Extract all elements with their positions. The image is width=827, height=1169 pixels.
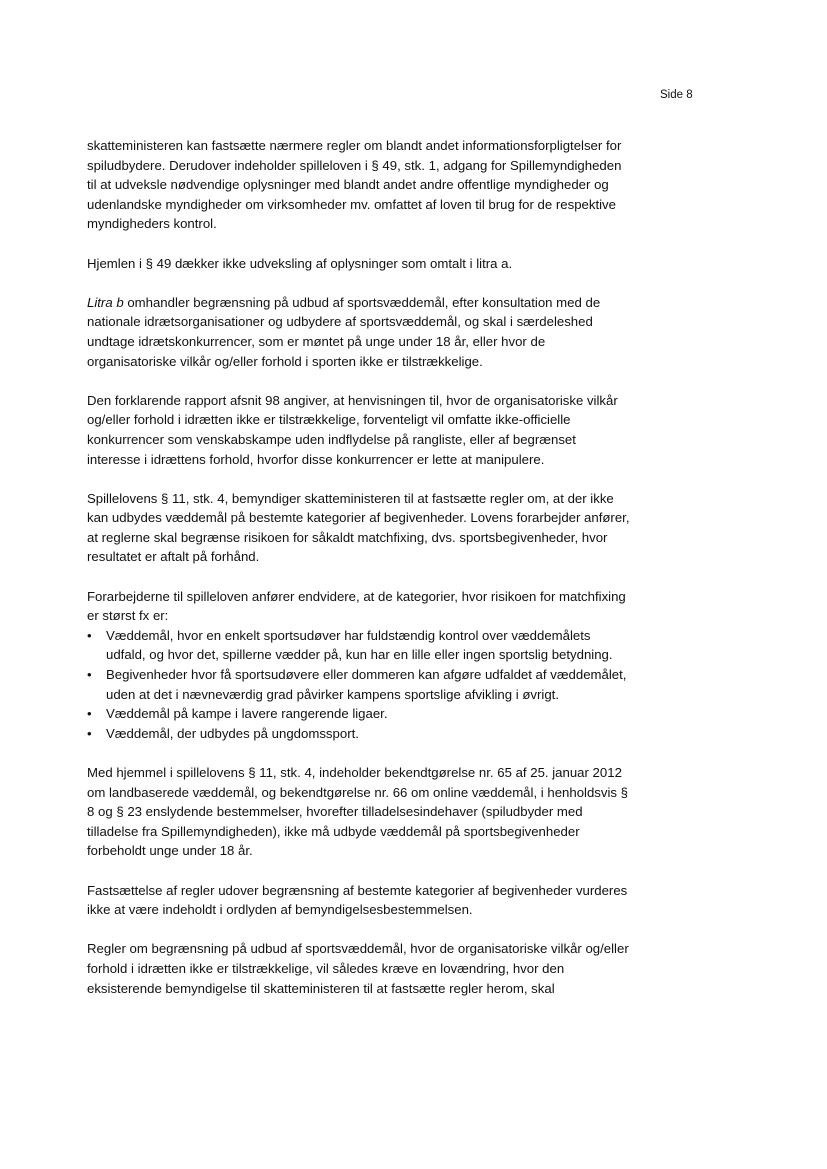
- paragraph-forarbejderne: Forarbejderne til spilleloven anfører endvidere, at de kategorier, hvor risikoen for matchfixing er størst fx er:: [87, 588, 626, 624]
- paragraph-hjemlen-49: Hjemlen i § 49 dækker ikke udveksling af oplysninger som omtalt i litra a.: [87, 255, 513, 271]
- list-item: • Væddemål, hvor en enkelt sportsudøver har fuldstændig kontrol over væddemålets udfald, og hvor det, spillerne vædder på, kun har en lille eller ingen sportslig betydning.: [87, 626, 632, 665]
- list-item: • Væddemål på kampe i lavere rangerende ligaer.: [87, 704, 632, 724]
- list-item: • Begivenheder hvor få sportsudøvere eller dommeren kan afgøre udfaldet af væddemålet, uden at det i nævneværdig grad påvirker kampens sportslige afvikling i øvrigt.: [87, 665, 632, 704]
- list-item: • Væddemål, der udbydes på ungdomssport.: [87, 724, 632, 744]
- paragraph-litra-b: [87, 293, 632, 371]
- paragraph-spilleloven-11: Spillelovens § 11, stk. 4, bemyndiger skatteministeren til at fastsætte regler om, at der ikke kan udbydes væddemål på bestemte kategorier af begivenheder. Lovens forarbejder anfører, at reglerne skal begrænse risikoen for såkaldt matchfixing, dvs. sportsbegivenheder, hvor resultatet er aftalt på forhånd.: [87, 490, 630, 565]
- paragraph-information-obligations: skatteministeren kan fastsætte nærmere regler om blandt andet informationsforpligtelser for spiludbydere. Derudover indeholder spilleloven i § 49, stk. 1, adgang for Spillemyndigheden til at udveksle nødvendige oplysninger med blandt andet andre offentlige myndigheder og udenlandske myndigheder om virksomheder mv. omfattet af loven til brug for de respektive myndigheders kontrol.: [87, 138, 622, 232]
- litra-b-text: omhandler begrænsning på udbud af sportsvæddemål, efter konsultation med de nationale idrætsorganisationer og udbydere af sportsvæddemål, og skal i særdeleshed undtage idrætskonkurrencer, som er møntet på unge under 18 år, eller hvor de organisatoriske vilkår og/eller forhold i sporten ikke er tilstrækkelige.: [87, 294, 601, 369]
- page-number: Side 8: [660, 89, 693, 101]
- matchfixing-category-list: [87, 626, 632, 744]
- paragraph-explanatory-report: Den forklarende rapport afsnit 98 angiver, at henvisningen til, hvor de organisatoriske vilkår og/eller forhold i idrætten ikke er tilstrækkelige, forventeligt vil omfatte ikke-officielle konkurrencer som venskabskampe uden indflydelse på rangliste, eller af begrænset interesse i idrættens forhold, hvorfor disse konkurrencer er lette at manipulere.: [87, 392, 618, 467]
- paragraph-bekendtgoerelse: Med hjemmel i spillelovens § 11, stk. 4, indeholder bekendtgørelse nr. 65 af 25. januar 2012 om landbaserede væddemål, og bekendtgørelse nr. 66 om online væddemål, i henholdsvis § 8 og § 23 enslydende bestemmelser, hvorefter tilladelsesindehaver (spiludbyder med tilladelse fra Spillemyndigheden), ikke må udbyde væddemål på sportsbegivenheder forbeholdt unge under 18 år.: [87, 765, 629, 859]
- paragraph-fastsaettelse: Fastsættelse af regler udover begrænsning af bestemte kategorier af begivenheder vurderes ikke at være indeholdt i ordlyden af bemyndigelsesbestemmelsen.: [87, 882, 628, 918]
- litra-b-label: Litra b: [87, 294, 124, 310]
- paragraph-regler-begraensning: Regler om begrænsning på udbud af sportsvæddemål, hvor de organisatoriske vilkår og/eller forhold i idrætten ikke er tilstrækkelige, vil således kræve en lovændring, hvor den eksisterende bemyndigelse til skatteministeren til at fastsætte regler herom, skal: [87, 941, 629, 996]
- document-body: [87, 136, 632, 1018]
